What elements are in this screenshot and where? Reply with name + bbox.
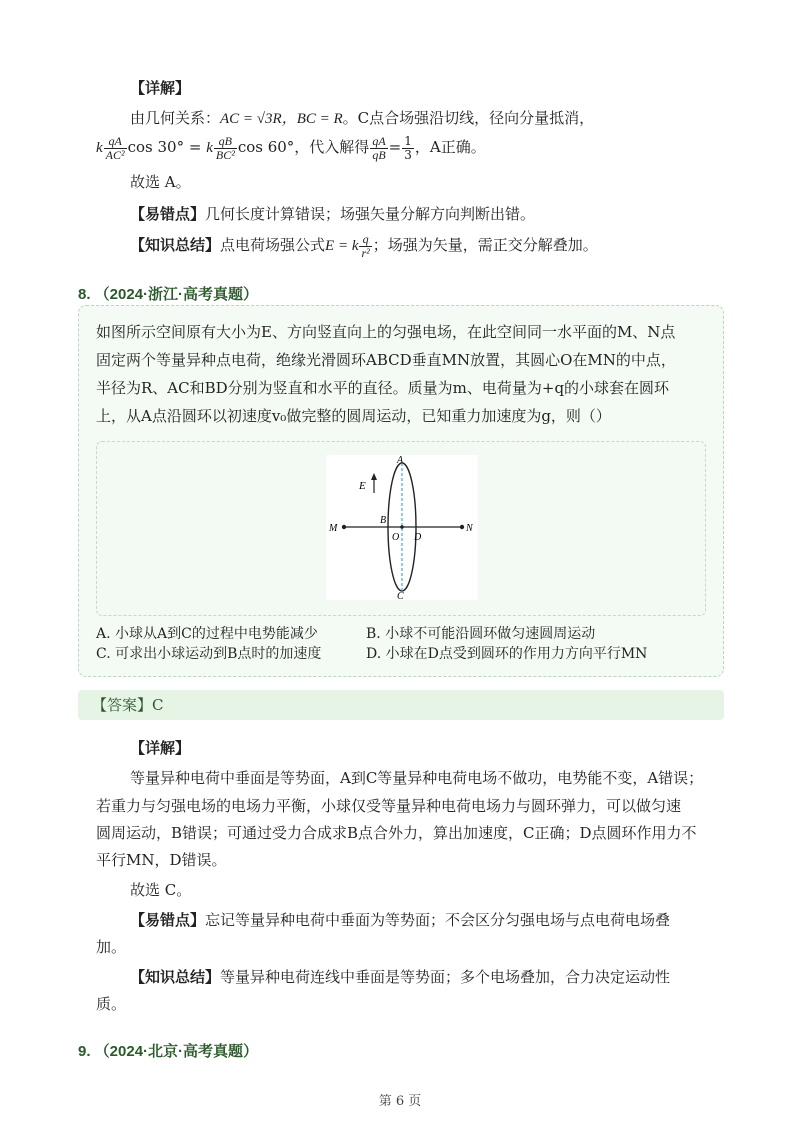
question-8-header: 8. （2024·浙江·高考真题） <box>78 286 259 303</box>
stem-line-1: 如图所示空间原有大小为E、方向竖直向上的匀强电场，在此空间同一水平面的M、N点 <box>96 323 676 341</box>
summary-8-line1 <box>130 967 670 987</box>
summary-prefix: 点电荷场强公式 <box>220 236 326 254</box>
pitfall-8-line1 <box>130 910 670 930</box>
label-o: O <box>392 532 400 543</box>
charge-m <box>342 525 346 529</box>
equation-line: k $\frac{qA}{\text{AC²}}$ cos 30° = k $\frac{qB}{\text{BC²}}$ cos 60°，代入解得 $\frac{qA}{qB}$ = $\frac{1}{3}$ ，A正确。 <box>96 133 486 162</box>
option-d[interactable]: D. 小球在D点受到圆环的作用力方向平行MN <box>366 646 648 662</box>
fraction-qa-ac <box>104 135 127 162</box>
label-e: E <box>359 480 366 492</box>
pitfall-label-8: 【易错点】 <box>130 911 206 929</box>
pitfall-8-line2: 加。 <box>96 938 127 956</box>
option-b[interactable]: B. 小球不可能沿圆环做匀速圆周运动 <box>366 626 596 642</box>
summary-label-8: 【知识总结】 <box>130 968 221 986</box>
a-correct: ，A正确。 <box>414 138 486 156</box>
frac-den: BC² <box>215 147 235 162</box>
frac-num: qA <box>104 135 127 149</box>
label-c: C <box>397 591 404 600</box>
page-number: 第 6 页 <box>378 1094 422 1109</box>
cos30: cos 30° = <box>127 138 207 156</box>
option-a[interactable]: A. 小球从A到C的过程中电势能减少 <box>96 626 318 642</box>
frac-num: 1 <box>404 133 412 148</box>
solution-p2: 若重力与匀强电场的电场力平衡，小球仅受等量异种电荷电场力与圆环弹力，可以做匀速 <box>96 797 682 815</box>
label-m: M <box>329 523 338 534</box>
choose-c: 故选 C。 <box>130 881 192 899</box>
ring-diagram-svg <box>326 455 478 600</box>
pitfall-text-8: 忘记等量异种电荷中垂面为等势面；不会区分匀强电场与点电荷电场叠 <box>205 911 671 929</box>
detail-label: 【详解】 <box>130 79 191 97</box>
frac-num: q <box>359 233 371 247</box>
fraction-qb-bc <box>214 135 237 162</box>
geometry-line <box>130 108 594 129</box>
summary-8-line2: 质。 <box>96 995 127 1013</box>
pitfall-label: 【易错点】 <box>130 205 206 223</box>
option-c[interactable]: C. 可求出小球运动到B点时的加速度 <box>96 646 322 662</box>
summary-line <box>130 230 598 260</box>
stem-line-4: 上，从A点沿圆环以初速度v₀做完整的圆周运动，已知重力加速度为g，则（） <box>96 407 611 425</box>
frac-den: 3 <box>404 147 412 162</box>
stem-line-2: 固定两个等量异种点电荷，绝缘光滑圆环ABCD垂直MN放置，其圆心O在MN的中点， <box>96 351 676 369</box>
detail-label-8: 【详解】 <box>130 739 191 757</box>
solution-p3: 圆周运动，B错误；可通过受力合成求B点合外力，算出加速度，C正确；D点圆环作用力不 <box>96 824 697 842</box>
choose-a: 故选 A。 <box>130 173 191 191</box>
ring-diagram <box>326 455 478 600</box>
fraction-one-third <box>402 135 414 162</box>
field-arrowhead <box>371 473 377 480</box>
summary-label: 【知识总结】 <box>130 236 221 254</box>
solution-p4: 平行MN，D错误。 <box>96 851 227 869</box>
frac-den: qB <box>372 147 386 162</box>
frac-num: qA <box>372 133 386 148</box>
label-d: D <box>414 532 422 543</box>
fraction-q-r2 <box>359 233 371 260</box>
answer-text: 【答案】C <box>92 696 164 714</box>
question-9-header: 9. （2024·北京·高考真题） <box>78 1043 259 1060</box>
pitfall-line <box>130 204 535 224</box>
equals: = <box>388 138 402 156</box>
geometry-math: AC = √3R，BC = R <box>220 111 343 127</box>
k-symbol: k <box>96 140 103 156</box>
label-n: N <box>466 523 473 534</box>
frac-den: r² <box>361 245 370 260</box>
summary-math: E = k <box>325 238 359 254</box>
pitfall-text: 几何长度计算错误；场强矢量分解方向判断出错。 <box>205 205 536 223</box>
center-o <box>400 525 404 529</box>
geometry-prefix: 由几何关系： <box>130 109 221 127</box>
frac-num: qB <box>214 135 237 149</box>
summary-text-8: 等量异种电荷连线中垂面是等势面；多个电场叠加，合力决定运动性 <box>220 968 671 986</box>
solution-p1: 等量异种电荷中垂面是等势面，A到C等量异种电荷电场不做功，电势能不变，A错误； <box>130 769 704 787</box>
fraction-qa-qb <box>370 135 387 162</box>
substitute-text: ，代入解得 <box>294 138 370 156</box>
charge-n <box>460 525 464 529</box>
answer-bar <box>78 690 724 720</box>
geometry-suffix: 。C点合场强沿切线，径向分量抵消， <box>342 109 595 127</box>
label-a: A <box>397 455 404 466</box>
summary-suffix: ；场强为矢量，需正交分解叠加。 <box>372 236 598 254</box>
stem-line-3: 半径为R、AC和BD分别为竖直和水平的直径。质量为m、电荷量为+q的小球套在圆环 <box>96 379 670 397</box>
frac-den: AC² <box>105 147 125 162</box>
cos60: cos 60° <box>237 138 295 156</box>
label-b: B <box>380 515 387 526</box>
